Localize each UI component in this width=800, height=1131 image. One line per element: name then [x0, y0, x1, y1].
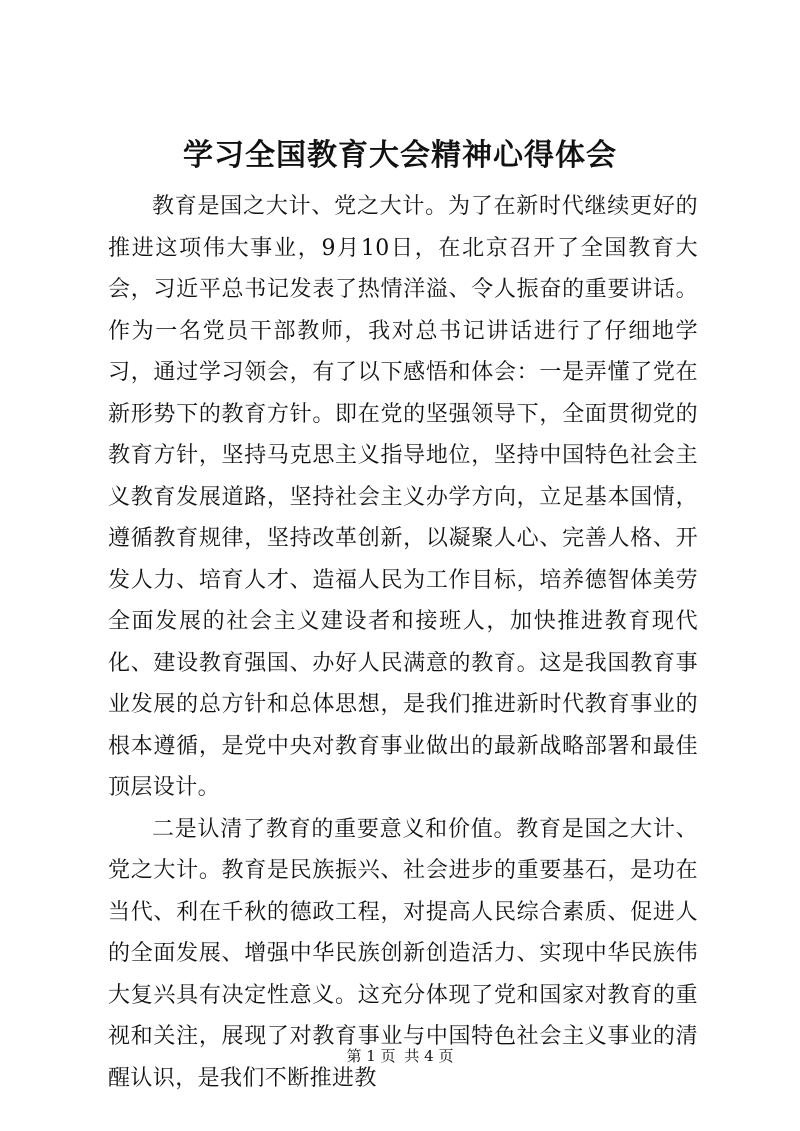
page-number: 第 1 页: [346, 1047, 396, 1065]
paragraph-2: 二是认清了教育的重要意义和价值。教育是国之大计、党之大计。教育是民族振兴、社会进步的重要基石，是功在当代、利在千秋的德政工程，对提高人民综合素质、促进人的全面发展、增强中华民族创新创造活力、实现中华民族伟大复兴具有决定性意义。这充分体现了党和国家对教育的重视和关注，展现了对教育事业与中国特色社会主义事业的清醒认识，是我们不断推进教: [108, 816, 698, 1091]
page-total: 共 4 页: [404, 1047, 454, 1065]
paragraph-1: 教育是国之大计、党之大计。为了在新时代继续更好的推进这项伟大事业，9月10日，在北京召开了全国教育大会，习近平总书记发表了热情洋溢、令人振奋的重要讲话。作为一名党员干部教师，我对总书记讲话进行了仔细地学习，通过学习领会，有了以下感悟和体会：一是弄懂了党在新形势下的教育方针。即在党的坚强领导下，全面贯彻党的教育方针，坚持马克思主义指导地位，坚持中国特色社会主义教育发展道路，坚持社会主义办学方向，立足基本国情，遵循教育规律，坚持改革创新，以凝聚人心、完善人格、开发人力、培育人才、造福人民为工作目标，培养德智体美劳全面发展的社会主义建设者和接班人，加快推进教育现代化、建设教育强国、办好人民满意的教育。这是我国教育事业发展的总方针和总体思想，是我们推进新时代教育事业的根本遵循，是党中央对教育事业做出的最新战略部署和最佳顶层设计。: [108, 194, 698, 800]
document-body: [108, 186, 698, 1099]
page-footer: [0, 1046, 800, 1066]
document-title: 学习全国教育大会精神心得体会: [183, 138, 617, 173]
